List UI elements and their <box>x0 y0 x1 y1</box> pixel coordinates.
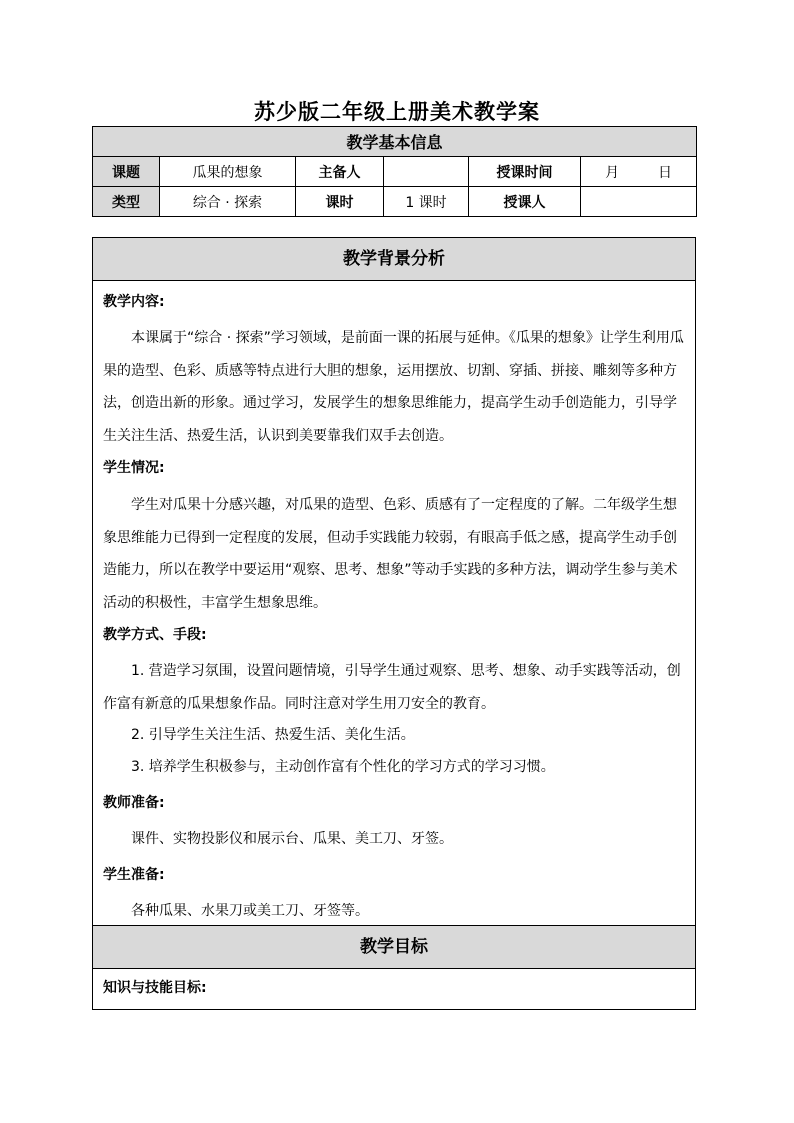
hours-label: 课时 <box>296 187 384 217</box>
topic-value: 瓜果的想象 <box>160 157 296 187</box>
teacher-prep-text: 课件、实物投影仪和展示台、瓜果、美工刀、牙签。 <box>131 831 453 847</box>
content-text: 本课属于“综合 · 探索”学习领域，是前面一课的拓展与延伸。《瓜果的想象》让学生利用瓜果的造型、色彩、质感等特点进行大胆的想象，运用摆放、切割、穿插、拼接、雕刻等多种方法，创造出新的形象。通过学习，发展学生的想象思维能力，提高学生动手创造能力，引导学生关注生活、热爱生活，认识到美要靠我们双手去创造。 <box>103 330 684 445</box>
knowledge-goal-heading: 知识与技能目标: <box>103 980 207 996</box>
time-month: 月 <box>605 164 620 181</box>
teacher-label: 授课人 <box>469 187 581 217</box>
students-text: 学生对瓜果十分感兴趣，对瓜果的造型、色彩、质感有了一定程度的了解。二年级学生想象思维能力已得到一定程度的发展，但动手实践能力较弱，有眼高手低之感，提高学生动手创造能力，所以在教学中要运用“观察、思考、想象”等动手实践的多种方法，调动学生参与美术活动的积极性，丰富学生想象思维。 <box>103 497 678 612</box>
hours-value: 1 课时 <box>384 187 469 217</box>
student-prep-heading: 学生准备: <box>103 867 165 883</box>
method-item-2: 2. 引导学生关注生活、热爱生活、美化生活。 <box>131 727 415 743</box>
time-day: 日 <box>657 164 672 181</box>
methods-heading: 教学方式、手段: <box>103 627 207 643</box>
time-label: 授课时间 <box>469 157 581 187</box>
teacher-value <box>581 187 697 217</box>
type-value: 综合 · 探索 <box>160 187 296 217</box>
method-item-3: 3. 培养学生积极参与，主动创作富有个性化的学习方式的学习习惯。 <box>131 759 555 775</box>
type-label: 类型 <box>93 187 160 217</box>
document-title: 苏少版二年级上册美术教学案 <box>254 99 540 124</box>
teacher-prep-heading: 教师准备: <box>103 795 165 811</box>
basic-info-table <box>92 126 697 217</box>
goals-header: 教学目标 <box>93 925 695 969</box>
time-value <box>581 157 697 187</box>
background-analysis-box <box>92 237 696 1010</box>
students-heading: 学生情况: <box>103 460 165 476</box>
content-heading: 教学内容: <box>103 294 165 310</box>
background-header: 教学背景分析 <box>93 238 695 281</box>
lead-value <box>384 157 469 187</box>
lead-label: 主备人 <box>296 157 384 187</box>
basic-info-header: 教学基本信息 <box>93 127 697 157</box>
topic-label: 课题 <box>93 157 160 187</box>
student-prep-text: 各种瓜果、水果刀或美工刀、牙签等。 <box>131 903 369 919</box>
method-item-1: 1. 营造学习氛围，设置问题情境，引导学生通过观察、思考、想象、动手实践等活动，创作富有新意的瓜果想象作品。同时注意对学生用刀安全的教育。 <box>103 663 681 712</box>
